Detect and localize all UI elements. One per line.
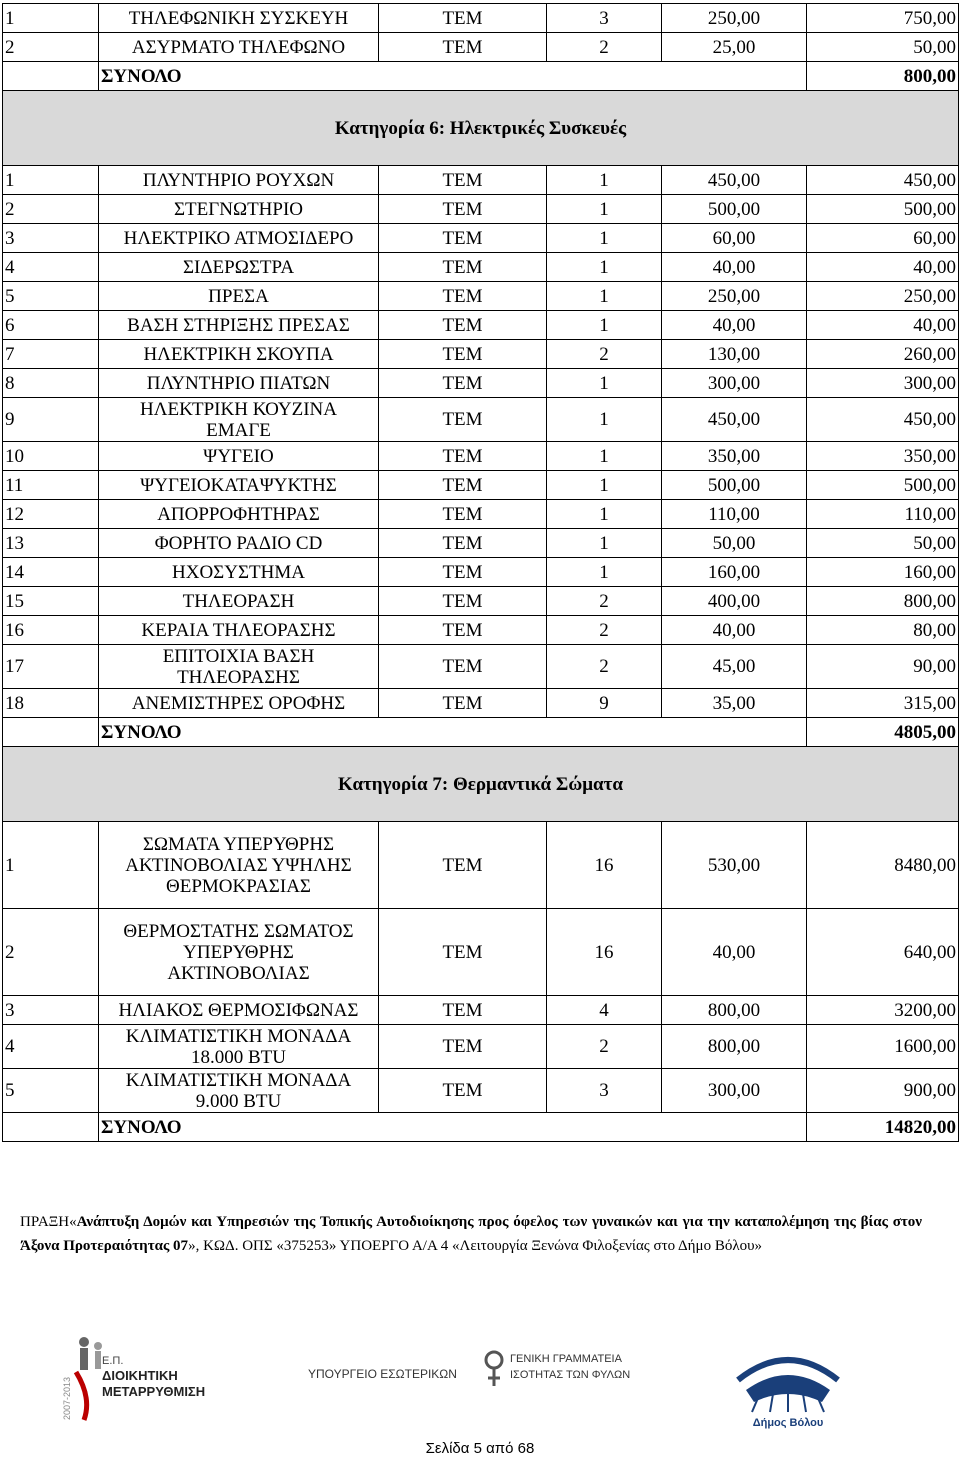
item-description: [99, 689, 379, 718]
unit-price-cell: 500,00: [662, 195, 807, 224]
quantity-cell: 16: [547, 822, 662, 909]
gg-line1: ΓΕΝΙΚΗ ΓΡΑΜΜΑΤΕΙΑ: [510, 1353, 622, 1365]
table-row: [3, 282, 959, 311]
sum-total: 4805,00: [807, 718, 959, 747]
total-cell: 1600,00: [807, 1025, 959, 1069]
table-row: [3, 689, 959, 718]
total-cell: 315,00: [807, 689, 959, 718]
unit-cell: ΤΕΜ: [379, 253, 547, 282]
quantity-cell: 1: [547, 529, 662, 558]
items-table: [2, 3, 959, 1142]
row-number: 13: [3, 529, 99, 558]
unit-cell: ΤΕΜ: [379, 1069, 547, 1113]
description-line: ΗΧΟΣΥΣΤΗΜΑ: [172, 561, 305, 583]
unit-cell: ΤΕΜ: [379, 340, 547, 369]
description-line: ΣΙΔΕΡΩΣΤΡΑ: [182, 256, 295, 278]
unit-cell: ΤΕΜ: [379, 587, 547, 616]
total-cell: 300,00: [807, 369, 959, 398]
table-row: [3, 500, 959, 529]
description-line: ΚΛΙΜΑΤΙΣΤΙΚΗ ΜΟΝΑΔΑ: [125, 1025, 352, 1047]
description-line: ΕΜΑΓΕ: [206, 419, 271, 441]
unit-cell: ΤΕΜ: [379, 369, 547, 398]
table-row: [3, 471, 959, 500]
unit-cell: ΤΕΜ: [379, 224, 547, 253]
description-line: ΠΛΥΝΤΗΡΙΟ ΠΙΑΤΩΝ: [146, 372, 331, 394]
unit-price-cell: 25,00: [662, 33, 807, 62]
unit-price-cell: 450,00: [662, 398, 807, 442]
row-number: 2: [3, 195, 99, 224]
total-cell: 800,00: [807, 587, 959, 616]
total-cell: 350,00: [807, 442, 959, 471]
quantity-cell: 2: [547, 587, 662, 616]
page-number: Σελίδα 5 από 68: [425, 1440, 535, 1457]
sum-total: 800,00: [807, 62, 959, 91]
category-header-row: [3, 747, 959, 822]
item-description: [99, 616, 379, 645]
description-line: ΠΡΕΣΑ: [208, 285, 269, 307]
table-row: [3, 1069, 959, 1113]
unit-cell: ΤΕΜ: [379, 1025, 547, 1069]
project-footer: [20, 1210, 922, 1258]
unit-price-cell: 50,00: [662, 529, 807, 558]
municipality-volos-logo: [718, 1320, 858, 1430]
quantity-cell: 1: [547, 558, 662, 587]
item-description: [99, 340, 379, 369]
ministry-text: ΥΠΟΥΡΓΕΙΟ ΕΣΩΤΕΡΙΚΩΝ: [308, 1367, 457, 1381]
unit-cell: ΤΕΜ: [379, 822, 547, 909]
unit-cell: ΤΕΜ: [379, 311, 547, 340]
unit-price-cell: 800,00: [662, 996, 807, 1025]
description-line: ΑΣΥΡΜΑΤΟ ΤΗΛΕΦΩΝΟ: [131, 36, 346, 58]
unit-price-cell: 300,00: [662, 1069, 807, 1113]
description-line: ΑΝΕΜΙΣΤΗΡΕΣ ΟΡΟΦΗΣ: [131, 692, 346, 714]
gender-equality-logo: [480, 1340, 640, 1395]
description-line: ΑΠΟΡΡΟΦΗΤΗΡΑΣ: [157, 503, 320, 525]
unit-price-cell: 400,00: [662, 587, 807, 616]
empty-cell: [3, 1113, 99, 1142]
total-cell: 60,00: [807, 224, 959, 253]
row-number: 12: [3, 500, 99, 529]
sum-total: 14820,00: [807, 1113, 959, 1142]
item-description: [99, 822, 379, 909]
logo-dioikitiki: ΔΙΟΙΚΗΤΙΚΗ: [102, 1368, 178, 1383]
row-number: 3: [3, 996, 99, 1025]
sum-row: [3, 62, 959, 91]
table-row: [3, 33, 959, 62]
row-number: 3: [3, 224, 99, 253]
description-line: ΤΗΛΕΟΡΑΣΗ: [182, 590, 295, 612]
item-description: [99, 33, 379, 62]
row-number: 6: [3, 311, 99, 340]
item-description: [99, 224, 379, 253]
total-cell: 50,00: [807, 33, 959, 62]
row-number: 4: [3, 253, 99, 282]
row-number: 10: [3, 442, 99, 471]
total-cell: 160,00: [807, 558, 959, 587]
unit-cell: ΤΕΜ: [379, 996, 547, 1025]
unit-price-cell: 800,00: [662, 1025, 807, 1069]
unit-price-cell: 160,00: [662, 558, 807, 587]
unit-price-cell: 500,00: [662, 471, 807, 500]
item-description: [99, 529, 379, 558]
unit-price-cell: 300,00: [662, 369, 807, 398]
description-line: ΗΛΕΚΤΡΙΚΟ ΑΤΜΟΣΙΔΕΡΟ: [123, 227, 354, 249]
row-number: 4: [3, 1025, 99, 1069]
total-cell: 640,00: [807, 909, 959, 996]
table-row: [3, 253, 959, 282]
description-line: ΨΥΓΕΙΟΚΑΤΑΨΥΚΤΗΣ: [140, 474, 337, 496]
table-row: [3, 195, 959, 224]
quantity-cell: 1: [547, 471, 662, 500]
total-cell: 500,00: [807, 195, 959, 224]
unit-cell: ΤΕΜ: [379, 558, 547, 587]
row-number: 1: [3, 166, 99, 195]
item-description: [99, 442, 379, 471]
logo-years: 2007-2013: [62, 1376, 72, 1420]
row-number: 5: [3, 1069, 99, 1113]
quantity-cell: 4: [547, 996, 662, 1025]
unit-cell: ΤΕΜ: [379, 195, 547, 224]
sum-label: ΣΥΝΟΛΟ: [99, 718, 807, 747]
table-row: [3, 442, 959, 471]
item-description: [99, 4, 379, 33]
description-line: ΑΚΤΙΝΟΒΟΛΙΑΣ: [167, 962, 310, 984]
total-cell: 3200,00: [807, 996, 959, 1025]
item-description: [99, 1025, 379, 1069]
total-cell: 40,00: [807, 311, 959, 340]
table-row: [3, 1025, 959, 1069]
table-row: [3, 645, 959, 689]
unit-price-cell: 35,00: [662, 689, 807, 718]
description-line: ΗΛΕΚΤΡΙΚΗ ΣΚΟΥΠΑ: [143, 343, 334, 365]
quantity-cell: 2: [547, 616, 662, 645]
footer-suffix: », ΚΩΔ. ΟΠΣ «375253» ΥΠΟΕΡΓΟ Α/Α 4 «Λειτουργία Ξενώνα Φιλοξενίας στο Δήμο Βόλου»: [188, 1238, 763, 1254]
empty-cell: [3, 62, 99, 91]
sum-row: [3, 718, 959, 747]
volos-text: Δήμος Βόλου: [752, 1417, 824, 1429]
quantity-cell: 1: [547, 166, 662, 195]
quantity-cell: 1: [547, 282, 662, 311]
quantity-cell: 1: [547, 398, 662, 442]
unit-price-cell: 530,00: [662, 822, 807, 909]
total-cell: 40,00: [807, 253, 959, 282]
description-line: ΒΑΣΗ ΣΤΗΡΙΞΗΣ ΠΡΕΣΑΣ: [127, 314, 350, 336]
category-title: Κατηγορία 6: Ηλεκτρικές Συσκευές: [3, 91, 959, 166]
item-description: [99, 909, 379, 996]
quantity-cell: 2: [547, 1025, 662, 1069]
item-description: [99, 369, 379, 398]
total-cell: 80,00: [807, 616, 959, 645]
total-cell: 90,00: [807, 645, 959, 689]
description-line: 9.000 BTU: [195, 1090, 282, 1112]
row-number: 15: [3, 587, 99, 616]
quantity-cell: 16: [547, 909, 662, 996]
footer-prefix: ΠΡΑΞΗ«: [20, 1214, 77, 1230]
table-row: [3, 558, 959, 587]
quantity-cell: 1: [547, 500, 662, 529]
logos-strip: [0, 1320, 960, 1430]
table-row: [3, 909, 959, 996]
table-row: [3, 587, 959, 616]
administrative-reform-logo: [62, 1328, 212, 1424]
total-cell: 8480,00: [807, 822, 959, 909]
quantity-cell: 1: [547, 253, 662, 282]
table-row: [3, 4, 959, 33]
quantity-cell: 2: [547, 340, 662, 369]
item-description: [99, 1069, 379, 1113]
table-row: [3, 996, 959, 1025]
category-header-row: [3, 91, 959, 166]
row-number: 16: [3, 616, 99, 645]
item-description: [99, 166, 379, 195]
unit-cell: ΤΕΜ: [379, 33, 547, 62]
description-line: ΚΛΙΜΑΤΙΣΤΙΚΗ ΜΟΝΑΔΑ: [125, 1069, 352, 1091]
total-cell: 500,00: [807, 471, 959, 500]
item-description: [99, 471, 379, 500]
quantity-cell: 2: [547, 645, 662, 689]
quantity-cell: 1: [547, 442, 662, 471]
unit-price-cell: 40,00: [662, 253, 807, 282]
item-description: [99, 500, 379, 529]
table-row: [3, 311, 959, 340]
row-number: 18: [3, 689, 99, 718]
quantity-cell: 1: [547, 224, 662, 253]
item-description: [99, 282, 379, 311]
row-number: 2: [3, 909, 99, 996]
description-line: ΘΕΡΜΟΚΡΑΣΙΑΣ: [166, 875, 311, 897]
unit-cell: ΤΕΜ: [379, 282, 547, 311]
row-number: 1: [3, 4, 99, 33]
table-row: [3, 822, 959, 909]
empty-cell: [3, 718, 99, 747]
description-line: ΤΗΛΕΦΩΝΙΚΗ ΣΥΣΚΕΥΗ: [128, 7, 349, 29]
row-number: 14: [3, 558, 99, 587]
unit-price-cell: 110,00: [662, 500, 807, 529]
table-row: [3, 529, 959, 558]
total-cell: 110,00: [807, 500, 959, 529]
description-line: ΨΥΓΕΙΟ: [203, 445, 274, 467]
unit-price-cell: 130,00: [662, 340, 807, 369]
description-line: ΗΛΙΑΚΟΣ ΘΕΡΜΟΣΙΦΩΝΑΣ: [118, 999, 359, 1021]
total-cell: 260,00: [807, 340, 959, 369]
unit-cell: ΤΕΜ: [379, 645, 547, 689]
unit-price-cell: 40,00: [662, 616, 807, 645]
sum-row: [3, 1113, 959, 1142]
quantity-cell: 1: [547, 369, 662, 398]
item-description: [99, 253, 379, 282]
row-number: 11: [3, 471, 99, 500]
description-line: ΘΕΡΜΟΣΤΑΤΗΣ ΣΩΜΑΤΟΣ: [123, 920, 354, 942]
unit-price-cell: 250,00: [662, 4, 807, 33]
row-number: 9: [3, 398, 99, 442]
description-line: ΦΟΡΗΤΟ ΡΑΔΙΟ CD: [154, 532, 323, 554]
total-cell: 900,00: [807, 1069, 959, 1113]
unit-cell: ΤΕΜ: [379, 4, 547, 33]
table-row: [3, 398, 959, 442]
sum-label: ΣΥΝΟΛΟ: [99, 62, 807, 91]
row-number: 17: [3, 645, 99, 689]
quantity-cell: 9: [547, 689, 662, 718]
unit-price-cell: 45,00: [662, 645, 807, 689]
quantity-cell: 3: [547, 4, 662, 33]
unit-price-cell: 450,00: [662, 166, 807, 195]
unit-price-cell: 350,00: [662, 442, 807, 471]
ministry-interior-logo: [308, 1352, 458, 1392]
table-row: [3, 616, 959, 645]
table-row: [3, 166, 959, 195]
description-line: ΠΛΥΝΤΗΡΙΟ ΡΟΥΧΩΝ: [142, 169, 335, 191]
unit-cell: ΤΕΜ: [379, 398, 547, 442]
unit-cell: ΤΕΜ: [379, 689, 547, 718]
unit-price-cell: 60,00: [662, 224, 807, 253]
unit-cell: ΤΕΜ: [379, 442, 547, 471]
row-number: 8: [3, 369, 99, 398]
table-row: [3, 369, 959, 398]
total-cell: 450,00: [807, 166, 959, 195]
unit-price-cell: 250,00: [662, 282, 807, 311]
description-line: ΤΗΛΕΟΡΑΣΗΣ: [177, 666, 300, 688]
item-description: [99, 645, 379, 689]
description-line: ΕΠΙΤΟΙΧΙΑ ΒΑΣΗ: [162, 645, 315, 667]
category-title: Κατηγορία 7: Θερμαντικά Σώματα: [3, 747, 959, 822]
unit-cell: ΤΕΜ: [379, 529, 547, 558]
description-line: 18.000 BTU: [191, 1046, 286, 1068]
total-cell: 450,00: [807, 398, 959, 442]
description-line: ΗΛΕΚΤΡΙΚΗ ΚΟΥΖΙΝΑ: [140, 398, 337, 420]
unit-cell: ΤΕΜ: [379, 471, 547, 500]
logo-metarrythmisi: ΜΕΤΑΡΡΥΘΜΙΣΗ: [102, 1384, 206, 1399]
unit-cell: ΤΕΜ: [379, 616, 547, 645]
item-description: [99, 398, 379, 442]
unit-cell: ΤΕΜ: [379, 166, 547, 195]
table-row: [3, 224, 959, 253]
description-line: ΑΚΤΙΝΟΒΟΛΙΑΣ ΥΨΗΛΗΣ: [125, 854, 352, 876]
logo-ep: Ε.Π.: [102, 1355, 124, 1367]
unit-price-cell: 40,00: [662, 909, 807, 996]
description-line: ΥΠΕΡΥΘΡΗΣ: [183, 941, 294, 963]
quantity-cell: 2: [547, 33, 662, 62]
description-line: ΚΕΡΑΙΑ ΤΗΛΕΟΡΑΣΗΣ: [141, 619, 336, 641]
description-line: ΣΤΕΓΝΩΤΗΡΙΟ: [173, 198, 304, 220]
item-description: [99, 587, 379, 616]
footer-bold: Ανάπτυξη Δομών και Υπηρεσιών της Τοπικής Αυτοδιοίκησης προς όφελος των γυναικών και για την καταπολέμηση της βίας στον Άξονα Προτεραιότητας 07: [20, 1214, 922, 1254]
table-row: [3, 340, 959, 369]
unit-cell: ΤΕΜ: [379, 909, 547, 996]
quantity-cell: 1: [547, 311, 662, 340]
item-description: [99, 311, 379, 340]
total-cell: 250,00: [807, 282, 959, 311]
quantity-cell: 1: [547, 195, 662, 224]
sum-label: ΣΥΝΟΛΟ: [99, 1113, 807, 1142]
item-description: [99, 996, 379, 1025]
item-description: [99, 195, 379, 224]
item-description: [99, 558, 379, 587]
row-number: 2: [3, 33, 99, 62]
gg-line2: ΙΣΟΤΗΤΑΣ ΤΩΝ ΦΥΛΩΝ: [510, 1369, 631, 1381]
unit-price-cell: 40,00: [662, 311, 807, 340]
total-cell: 50,00: [807, 529, 959, 558]
row-number: 7: [3, 340, 99, 369]
total-cell: 750,00: [807, 4, 959, 33]
quantity-cell: 3: [547, 1069, 662, 1113]
row-number: 1: [3, 822, 99, 909]
unit-cell: ΤΕΜ: [379, 500, 547, 529]
description-line: ΣΩΜΑΤΑ ΥΠΕΡΥΘΡΗΣ: [142, 833, 335, 855]
row-number: 5: [3, 282, 99, 311]
